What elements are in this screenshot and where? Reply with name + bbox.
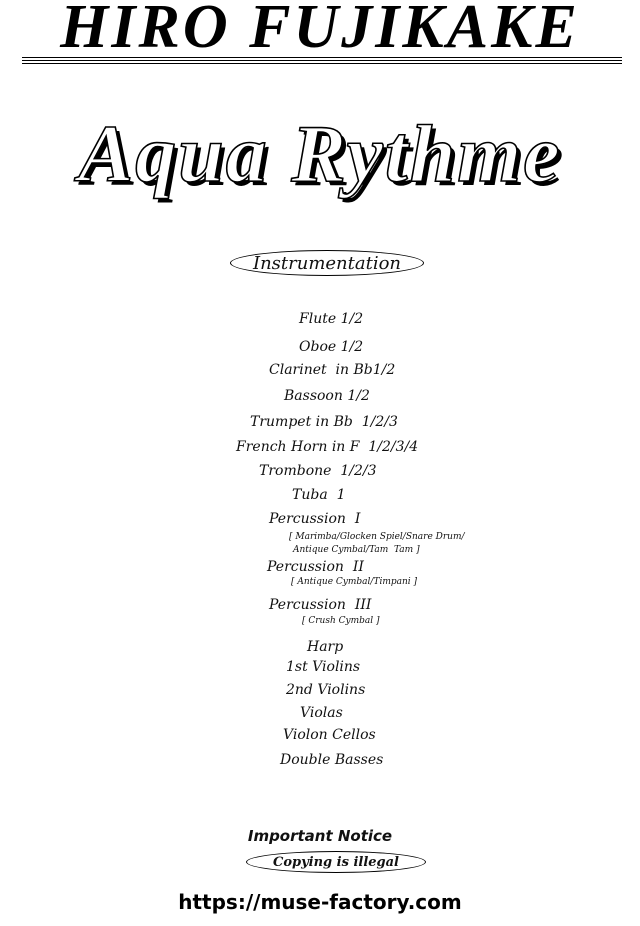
instrument-violon-cellos: Violon Cellos: [283, 727, 376, 743]
instrument-trumpet: Trumpet in Bb 1/2/3: [250, 414, 398, 430]
percussion-1-note-line-2: Antique Cymbal/Tam Tam ]: [293, 545, 420, 555]
instrument-2nd-violins: 2nd Violins: [286, 682, 366, 698]
instrumentation-heading: Instrumentation: [230, 250, 424, 276]
instrument-bassoon: Bassoon 1/2: [284, 388, 370, 404]
instrument-percussion-3: Percussion III: [269, 597, 372, 613]
copying-notice: Copying is illegal: [246, 851, 426, 873]
website-url: https://muse-factory.com: [178, 890, 462, 914]
header-rule-top: [22, 57, 622, 58]
instrument-trombone: Trombone 1/2/3: [259, 463, 377, 479]
instrument-oboe: Oboe 1/2: [299, 339, 364, 355]
piece-title: Aqua Rythme: [78, 108, 562, 199]
instrument-flute: Flute 1/2: [299, 311, 364, 327]
instrument-1st-violins: 1st Violins: [286, 659, 361, 675]
header-rule-bottom: [22, 63, 622, 64]
important-notice-title: Important Notice: [247, 827, 393, 845]
instrument-tuba: Tuba 1: [292, 487, 346, 503]
instrument-double-basses: Double Basses: [280, 752, 384, 768]
percussion-3-note: [ Crush Cymbal ]: [302, 616, 380, 626]
instrument-french-horn: French Horn in F 1/2/3/4: [236, 439, 419, 455]
instrument-violas: Violas: [300, 705, 343, 721]
instrument-clarinet: Clarinet in Bb1/2: [269, 362, 396, 378]
instrument-harp: Harp: [307, 639, 344, 655]
composer-name: HIRO FUJIKAKE: [60, 0, 580, 61]
instrument-percussion-1: Percussion I: [269, 511, 361, 527]
instrument-percussion-2: Percussion II: [267, 559, 364, 575]
percussion-2-note: [ Antique Cymbal/Timpani ]: [291, 577, 418, 587]
header-rule-middle: [22, 60, 622, 61]
percussion-1-note-line-1: [ Marimba/Glocken Spiel/Snare Drum/: [289, 532, 465, 542]
